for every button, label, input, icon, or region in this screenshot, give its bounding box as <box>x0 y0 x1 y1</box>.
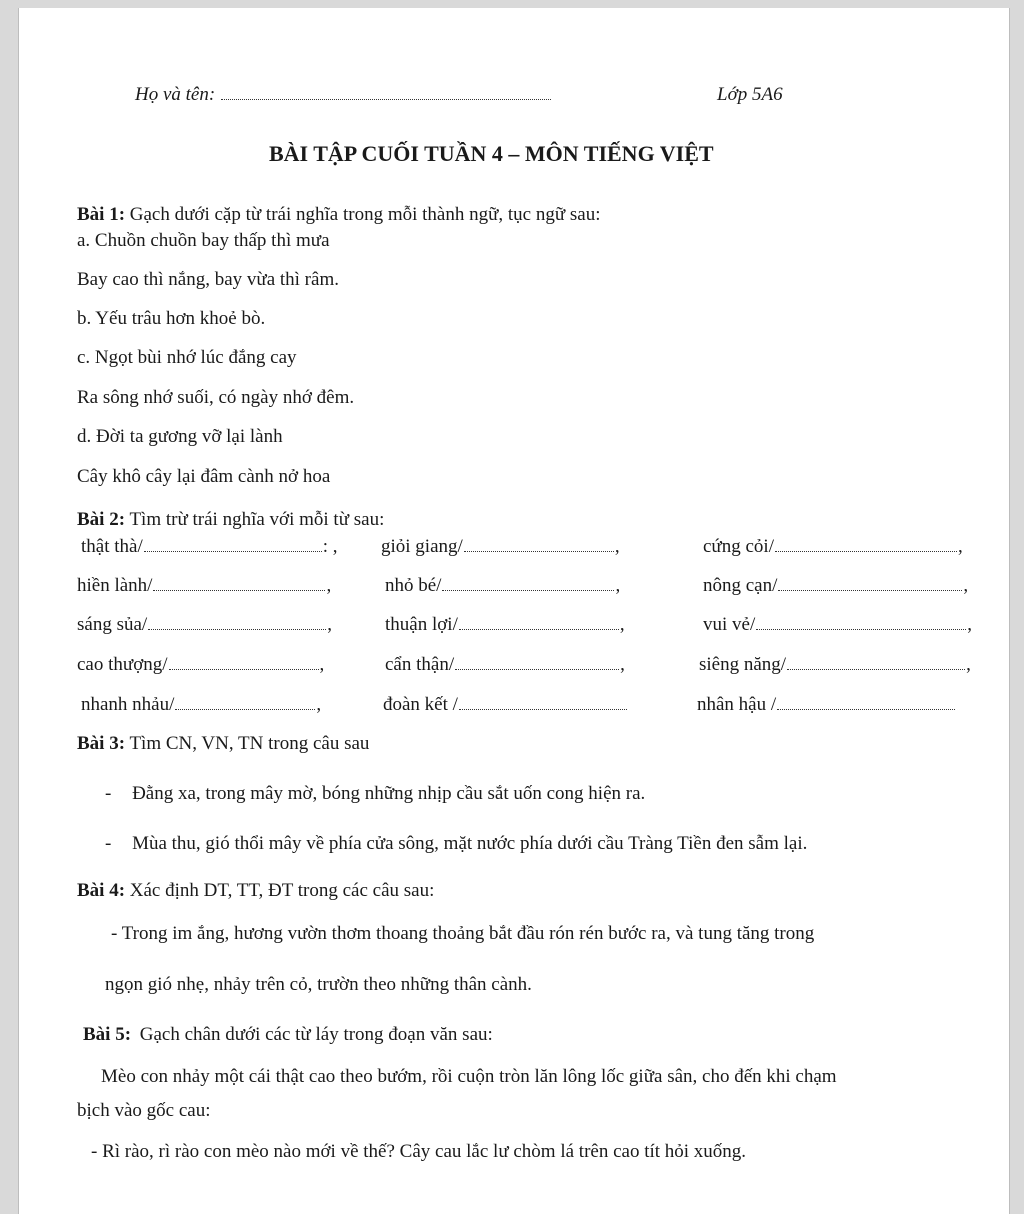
bai3-sentence: Đằng xa, trong mây mờ, bóng những nhịp cầu sắt uốn cong hiện ra. <box>132 783 646 804</box>
bai4-instruction: Xác định DT, TT, ĐT trong các câu sau: <box>129 880 435 901</box>
bai3-item <box>105 833 807 855</box>
bai2-word: đoàn kết / <box>383 694 458 715</box>
answer-blank <box>169 668 319 670</box>
answer-blank <box>778 589 962 591</box>
worksheet-page <box>18 8 1010 1214</box>
bai2-word-item: nhỏ bé/ , <box>385 575 621 596</box>
bai4-line: ngọn gió nhẹ, nhảy trên cỏ, trườn theo những thân cành. <box>105 974 532 995</box>
answer-blank <box>175 708 315 710</box>
bai2-word-item: hiền lành/ , <box>77 575 332 596</box>
bai2-label: Bài 2: <box>77 509 126 530</box>
answer-blank <box>455 668 619 670</box>
bai3-heading <box>77 733 369 755</box>
bai1-line: d. Đời ta gương vỡ lại lành <box>77 426 283 447</box>
bai2-instruction: Tìm trừ trái nghĩa với mỗi từ sau: <box>129 509 385 530</box>
bai1-instruction: Gạch dưới cặp từ trái nghĩa trong mỗi thành ngữ, tục ngữ sau: <box>129 204 601 225</box>
bai1-line: Cây khô cây lại đâm cành nở hoa <box>77 466 331 487</box>
bai1-line: b. Yếu trâu hơn khoẻ bò. <box>77 308 266 329</box>
bai2-word: giỏi giang/ <box>381 536 463 557</box>
bai2-word-item: nhanh nhảu/ , <box>81 694 322 715</box>
bullet-dash: - <box>105 833 112 854</box>
bai2-word-item: nông cạn/ , <box>703 575 969 596</box>
answer-blank <box>459 628 619 630</box>
bai2-word-item: giỏi giang/ , <box>381 536 620 557</box>
bai2-word-item: cẩn thận/ , <box>385 654 625 675</box>
bai5-heading <box>83 1024 493 1046</box>
bai2-word: thuận lợi/ <box>385 614 458 635</box>
bai1-heading <box>77 204 601 226</box>
bai2-word: thật thà/ <box>81 536 143 557</box>
class-label: Lớp 5A6 <box>717 84 783 105</box>
bai1-label: Bài 1: <box>77 204 126 225</box>
bai2-word-item: cứng cỏi/ , <box>703 536 963 557</box>
bai1-line: c. Ngọt bùi nhớ lúc đắng cay <box>77 347 297 368</box>
name-line <box>135 84 552 106</box>
bai5-label: Bài 5: <box>83 1024 132 1045</box>
bai1-line: Bay cao thì nắng, bay vừa thì râm. <box>77 269 339 290</box>
bai2-word: vui vẻ/ <box>703 614 756 635</box>
bai3-label: Bài 3: <box>77 733 126 754</box>
bai2-word: nhanh nhảu/ <box>81 694 175 715</box>
bullet-dash: - <box>105 783 112 804</box>
bai2-word: nhỏ bé/ <box>385 575 442 596</box>
bai2-word-item: cao thượng/ , <box>77 654 325 675</box>
bai5-instruction: Gạch chân dưới các từ láy trong đoạn văn sau: <box>139 1024 493 1045</box>
bai2-word-item <box>697 694 956 716</box>
answer-blank <box>144 550 322 552</box>
bai2-word-item: siêng năng/ , <box>699 654 971 675</box>
bai2-word-item: thật thà/ : , <box>81 536 338 557</box>
bai2-word: hiền lành/ <box>77 575 153 596</box>
bai2-word: nông cạn/ <box>703 575 778 596</box>
answer-blank <box>775 550 957 552</box>
bai2-word-item <box>383 694 628 716</box>
answer-blank <box>464 550 614 552</box>
bai3-item <box>105 783 645 805</box>
bai3-instruction: Tìm CN, VN, TN trong câu sau <box>129 733 370 754</box>
bai4-label: Bài 4: <box>77 880 126 901</box>
answer-blank <box>756 628 966 630</box>
bai5-line: Mèo con nhảy một cái thật cao theo bướm, rồi cuộn tròn lăn lông lốc giữa sân, cho đến khi chạm <box>101 1066 837 1087</box>
bai2-word: siêng năng/ <box>699 654 787 675</box>
bai2-word-item: thuận lợi/ , <box>385 614 625 635</box>
answer-blank <box>459 708 627 710</box>
name-label: Họ và tên: <box>135 84 216 105</box>
bai2-word: cẩn thận/ <box>385 654 455 675</box>
bai5-line: - Rì rào, rì rào con mèo nào mới về thế? Cây cau lắc lư chòm lá trên cao tít hỏi xuống. <box>91 1141 747 1162</box>
bai1-line: a. Chuồn chuồn bay thấp thì mưa <box>77 230 330 251</box>
answer-blank <box>442 589 614 591</box>
bai2-heading <box>77 509 384 531</box>
answer-blank <box>153 589 325 591</box>
bai4-heading <box>77 880 434 902</box>
page-title: BÀI TẬP CUỐI TUẦN 4 – MÔN TIẾNG VIỆT <box>269 141 714 166</box>
answer-blank <box>787 668 965 670</box>
bai1-line: Ra sông nhớ suối, có ngày nhớ đêm. <box>77 387 355 408</box>
answer-blank <box>777 708 955 710</box>
bai5-line: bịch vào gốc cau: <box>77 1100 211 1121</box>
bai2-word: cứng cỏi/ <box>703 536 774 557</box>
bai4-line: - Trong im ắng, hương vườn thơm thoang thoảng bắt đầu rón rén bước ra, và tung tăng trong <box>111 923 815 944</box>
answer-blank <box>148 628 326 630</box>
bai2-word: cao thượng/ <box>77 654 168 675</box>
bai2-word: sáng sủa/ <box>77 614 148 635</box>
bai2-word: nhân hậu / <box>697 694 777 715</box>
bai2-word-item: vui vẻ/ , <box>703 614 972 635</box>
bai2-word-item: sáng sủa/ , <box>77 614 332 635</box>
bai3-sentence: Mùa thu, gió thổi mây về phía cửa sông, mặt nước phía dưới cầu Tràng Tiền đen sẫm lại. <box>132 833 808 854</box>
name-blank <box>221 98 551 100</box>
